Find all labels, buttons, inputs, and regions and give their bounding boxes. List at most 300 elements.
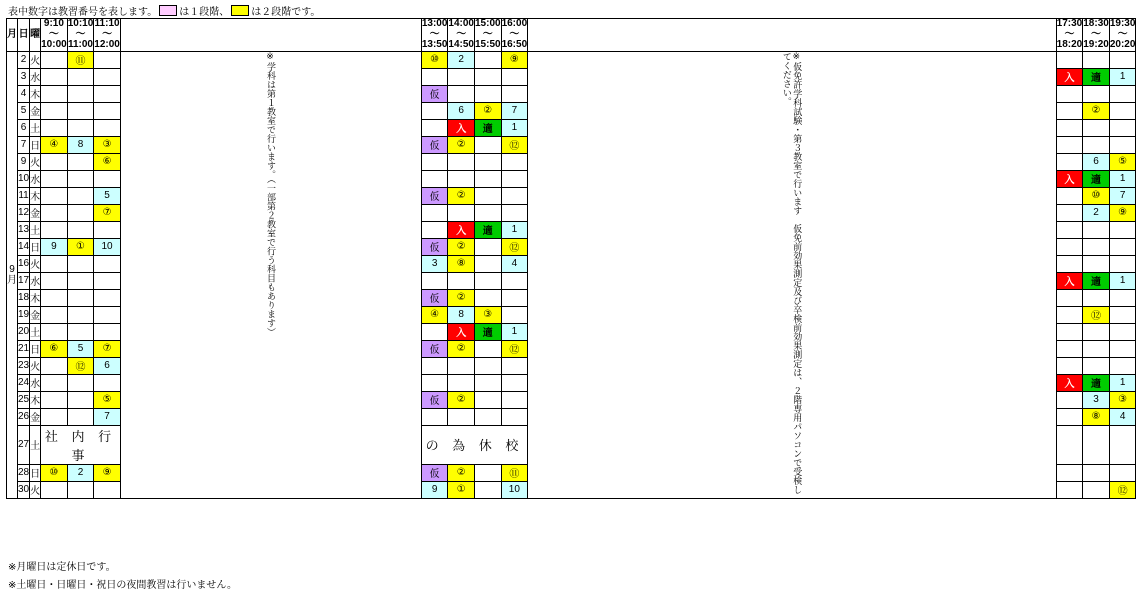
slot-cell[interactable]	[67, 221, 94, 238]
slot-cell[interactable]	[421, 374, 448, 391]
slot-cell[interactable]: ③	[1109, 391, 1136, 408]
dow-cell: 火	[30, 357, 41, 374]
slot-cell[interactable]	[1109, 323, 1136, 340]
slot-cell[interactable]: 2	[67, 464, 94, 481]
slot-cell[interactable]	[1056, 85, 1083, 102]
day-cell: 19	[18, 306, 30, 323]
slot-cell[interactable]	[474, 357, 501, 374]
slot-cell[interactable]	[1083, 289, 1110, 306]
slot-cell[interactable]	[94, 323, 121, 340]
slot-cell[interactable]: 2	[448, 51, 475, 68]
header-day: 日	[18, 19, 30, 52]
slot-cell[interactable]	[448, 408, 475, 425]
slot-cell[interactable]	[41, 85, 68, 102]
slot-cell[interactable]	[41, 204, 68, 221]
slot-cell[interactable]	[1109, 119, 1136, 136]
header-month: 月	[7, 19, 18, 52]
slot-cell[interactable]: 適	[474, 323, 501, 340]
slot-cell[interactable]	[421, 204, 448, 221]
schedule-table	[6, 18, 1136, 499]
slot-cell[interactable]	[474, 481, 501, 498]
day-cell: 11	[18, 187, 30, 204]
slot-cell[interactable]	[474, 51, 501, 68]
slot-cell[interactable]	[1109, 306, 1136, 323]
slot-cell[interactable]: 5	[67, 340, 94, 357]
slot-cell[interactable]	[41, 221, 68, 238]
slot-cell[interactable]	[1109, 340, 1136, 357]
slot-cell[interactable]	[501, 374, 528, 391]
month-cell: 9 月	[7, 51, 18, 498]
slot-cell[interactable]	[501, 204, 528, 221]
slot-cell[interactable]	[1056, 306, 1083, 323]
slot-cell[interactable]	[94, 51, 121, 68]
header-slot-5: 14:00～ 14:50	[448, 18, 474, 50]
slot-cell[interactable]: ⑦	[94, 204, 121, 221]
slot-cell[interactable]	[1109, 255, 1136, 272]
slot-cell[interactable]: 4	[1109, 408, 1136, 425]
slot-cell[interactable]	[501, 85, 528, 102]
slot-cell[interactable]	[1083, 357, 1110, 374]
slot-cell[interactable]	[41, 289, 68, 306]
dow-cell: 金	[30, 204, 41, 221]
slot-cell[interactable]	[1109, 85, 1136, 102]
slot-cell[interactable]: 5	[94, 187, 121, 204]
slot-cell[interactable]	[41, 51, 68, 68]
slot-cell[interactable]	[67, 119, 94, 136]
slot-cell[interactable]: ⑤	[1109, 153, 1136, 170]
slot-cell[interactable]	[1056, 357, 1083, 374]
slot-cell[interactable]	[94, 289, 121, 306]
slot-cell[interactable]	[1083, 340, 1110, 357]
slot-cell[interactable]	[501, 272, 528, 289]
slot-cell[interactable]: 仮	[421, 238, 448, 255]
header-slot-4: 13:00～ 13:50	[421, 18, 448, 50]
slot-cell[interactable]	[1109, 425, 1136, 464]
slot-cell[interactable]: ⑤	[94, 391, 121, 408]
slot-cell[interactable]	[41, 323, 68, 340]
slot-cell[interactable]	[1109, 238, 1136, 255]
slot-cell[interactable]	[474, 238, 501, 255]
slot-cell[interactable]	[94, 68, 121, 85]
slot-cell[interactable]	[421, 221, 448, 238]
slot-cell[interactable]	[501, 289, 528, 306]
slot-cell[interactable]	[501, 408, 528, 425]
slot-cell[interactable]	[474, 68, 501, 85]
day-cell: 20	[18, 323, 30, 340]
day-cell: 24	[18, 374, 30, 391]
slot-cell[interactable]: ⑨	[94, 464, 121, 481]
day-cell: 17	[18, 272, 30, 289]
slot-cell[interactable]	[41, 170, 68, 187]
slot-cell[interactable]: 10	[501, 481, 528, 498]
slot-cell[interactable]	[41, 102, 68, 119]
slot-cell[interactable]	[41, 119, 68, 136]
slot-cell[interactable]: 1	[1109, 170, 1136, 187]
slot-cell[interactable]: ⑩	[421, 51, 448, 68]
dow-cell: 土	[30, 221, 41, 238]
slot-cell[interactable]	[474, 391, 501, 408]
gap-col-left	[120, 19, 421, 52]
slot-cell[interactable]	[474, 289, 501, 306]
slot-cell[interactable]: ③	[94, 136, 121, 153]
slot-cell[interactable]: 7	[501, 102, 528, 119]
slot-cell[interactable]: ②	[448, 464, 475, 481]
slot-cell[interactable]	[501, 391, 528, 408]
slot-cell[interactable]	[67, 323, 94, 340]
slot-cell[interactable]	[94, 221, 121, 238]
slot-cell[interactable]	[1056, 221, 1083, 238]
slot-cell[interactable]	[41, 187, 68, 204]
dow-cell: 木	[30, 289, 41, 306]
day-cell: 14	[18, 238, 30, 255]
slot-cell[interactable]	[41, 374, 68, 391]
slot-cell[interactable]	[474, 153, 501, 170]
slot-cell[interactable]	[448, 272, 475, 289]
slot-cell[interactable]	[1056, 255, 1083, 272]
slot-cell[interactable]: 10	[94, 238, 121, 255]
slot-cell[interactable]	[448, 204, 475, 221]
slot-cell[interactable]	[421, 68, 448, 85]
slot-cell[interactable]	[94, 119, 121, 136]
slot-cell[interactable]	[41, 408, 68, 425]
slot-cell[interactable]	[474, 187, 501, 204]
slot-cell[interactable]	[474, 204, 501, 221]
dow-cell: 土	[30, 323, 41, 340]
slot-cell[interactable]: ②	[448, 238, 475, 255]
dow-cell: 水	[30, 272, 41, 289]
slot-cell[interactable]	[94, 255, 121, 272]
slot-cell[interactable]	[41, 153, 68, 170]
slot-cell[interactable]: 6	[448, 102, 475, 119]
slot-cell[interactable]: 仮	[421, 85, 448, 102]
slot-cell[interactable]: 1	[1109, 374, 1136, 391]
slot-cell[interactable]	[67, 408, 94, 425]
slot-cell[interactable]: 入	[1056, 170, 1083, 187]
slot-cell[interactable]: 適	[1083, 170, 1110, 187]
slot-cell[interactable]	[1056, 323, 1083, 340]
slot-cell[interactable]	[67, 272, 94, 289]
slot-cell[interactable]	[1056, 187, 1083, 204]
day-cell: 30	[18, 481, 30, 498]
slot-cell[interactable]	[67, 102, 94, 119]
slot-cell[interactable]: 4	[501, 255, 528, 272]
slot-cell[interactable]	[474, 170, 501, 187]
slot-cell[interactable]: ⑧	[1083, 408, 1110, 425]
slot-cell[interactable]	[474, 85, 501, 102]
slot-cell[interactable]	[41, 68, 68, 85]
dow-cell: 日	[30, 464, 41, 481]
slot-cell[interactable]	[67, 68, 94, 85]
slot-cell[interactable]: 適	[1083, 272, 1110, 289]
slot-cell[interactable]: ②	[448, 187, 475, 204]
slot-cell[interactable]	[1056, 51, 1083, 68]
slot-cell[interactable]	[1056, 119, 1083, 136]
slot-cell[interactable]	[421, 102, 448, 119]
slot-cell[interactable]	[41, 391, 68, 408]
slot-cell[interactable]: 適	[1083, 374, 1110, 391]
slot-cell[interactable]: 7	[1109, 187, 1136, 204]
dow-cell: 日	[30, 340, 41, 357]
slot-cell[interactable]: ⑪	[501, 464, 528, 481]
day-cell: 5	[18, 102, 30, 119]
slot-cell[interactable]	[1083, 85, 1110, 102]
day-cell: 10	[18, 170, 30, 187]
slot-cell[interactable]	[474, 340, 501, 357]
slot-cell[interactable]	[448, 374, 475, 391]
slot-cell[interactable]: 8	[448, 306, 475, 323]
slot-cell[interactable]: 適	[1083, 68, 1110, 85]
slot-cell[interactable]: 入	[448, 119, 475, 136]
slot-cell[interactable]: 1	[1109, 68, 1136, 85]
slot-cell[interactable]: 6	[94, 357, 121, 374]
slot-cell[interactable]	[67, 306, 94, 323]
dow-cell: 木	[30, 85, 41, 102]
slot-cell[interactable]: 6	[1083, 153, 1110, 170]
slot-cell[interactable]: ⑫	[1109, 481, 1136, 498]
slot-cell[interactable]: 入	[1056, 272, 1083, 289]
slot-cell[interactable]: ②	[1083, 102, 1110, 119]
slot-cell[interactable]	[1056, 204, 1083, 221]
slot-cell[interactable]: ⑫	[501, 136, 528, 153]
slot-cell[interactable]	[501, 187, 528, 204]
slot-cell[interactable]	[421, 323, 448, 340]
slot-cell[interactable]: ①	[67, 238, 94, 255]
day-cell: 27	[18, 425, 30, 464]
slot-cell[interactable]	[94, 85, 121, 102]
slot-cell[interactable]	[67, 391, 94, 408]
slot-cell[interactable]: 仮	[421, 187, 448, 204]
slot-cell[interactable]	[501, 68, 528, 85]
slot-cell[interactable]	[1056, 289, 1083, 306]
slot-cell[interactable]	[501, 306, 528, 323]
slot-cell[interactable]: 9	[41, 238, 68, 255]
slot-cell[interactable]	[1109, 289, 1136, 306]
slot-cell[interactable]: ⑫	[501, 340, 528, 357]
slot-cell[interactable]	[67, 255, 94, 272]
slot-cell[interactable]	[67, 204, 94, 221]
slot-cell[interactable]	[474, 255, 501, 272]
slot-cell[interactable]	[67, 481, 94, 498]
slot-cell[interactable]: 仮	[421, 391, 448, 408]
slot-cell[interactable]	[1056, 238, 1083, 255]
slot-cell[interactable]: 仮	[421, 136, 448, 153]
slot-cell[interactable]: ④	[421, 306, 448, 323]
dow-cell: 火	[30, 255, 41, 272]
slot-cell[interactable]: ⑫	[1083, 306, 1110, 323]
slot-cell[interactable]	[1056, 425, 1083, 464]
day-cell: 18	[18, 289, 30, 306]
slot-cell[interactable]: ⑨	[501, 51, 528, 68]
day-cell: 7	[18, 136, 30, 153]
slot-cell[interactable]: 3	[421, 255, 448, 272]
slot-cell[interactable]: ⑧	[448, 255, 475, 272]
slot-cell[interactable]	[94, 170, 121, 187]
header-slot-8: 17:30～ 18:20	[1056, 18, 1083, 50]
slot-cell[interactable]: 入	[448, 221, 475, 238]
slot-cell[interactable]: 仮	[421, 464, 448, 481]
slot-cell[interactable]	[1083, 255, 1110, 272]
header-slot-6: 15:00～ 15:50	[474, 18, 501, 50]
slot-cell[interactable]: 入	[448, 323, 475, 340]
slot-cell[interactable]	[1109, 102, 1136, 119]
slot-cell[interactable]	[67, 85, 94, 102]
slot-cell[interactable]	[474, 136, 501, 153]
slot-cell[interactable]	[448, 357, 475, 374]
slot-cell[interactable]	[1083, 51, 1110, 68]
header-dow: 曜	[30, 19, 41, 52]
slot-cell[interactable]	[1083, 425, 1110, 464]
slot-cell[interactable]	[41, 255, 68, 272]
slot-cell[interactable]: 7	[94, 408, 121, 425]
dow-cell: 日	[30, 238, 41, 255]
day-cell: 28	[18, 464, 30, 481]
slot-cell[interactable]: ⑨	[1109, 204, 1136, 221]
slot-cell[interactable]: ⑥	[41, 340, 68, 357]
slot-cell[interactable]	[1056, 408, 1083, 425]
slot-cell[interactable]	[1056, 464, 1083, 481]
slot-cell[interactable]	[1056, 136, 1083, 153]
slot-cell[interactable]	[501, 153, 528, 170]
slot-cell[interactable]: 入	[1056, 374, 1083, 391]
legend-prefix: 表中数字は教習番号を表します。	[8, 7, 158, 18]
slot-cell[interactable]: ①	[448, 481, 475, 498]
legend	[8, 3, 320, 18]
dow-cell: 日	[30, 136, 41, 153]
slot-cell[interactable]	[448, 68, 475, 85]
slot-cell[interactable]	[1056, 102, 1083, 119]
slot-cell[interactable]: ⑩	[1083, 187, 1110, 204]
slot-cell[interactable]: ⑥	[94, 153, 121, 170]
slot-cell[interactable]	[421, 170, 448, 187]
slot-cell[interactable]: 9	[421, 481, 448, 498]
legend-suffix: は２段階です。	[251, 7, 321, 18]
slot-cell[interactable]	[421, 119, 448, 136]
slot-cell[interactable]	[1109, 136, 1136, 153]
slot-cell[interactable]	[474, 464, 501, 481]
slot-cell[interactable]	[501, 170, 528, 187]
slot-cell[interactable]	[1056, 481, 1083, 498]
day-cell: 21	[18, 340, 30, 357]
slot-cell[interactable]	[94, 272, 121, 289]
slot-cell[interactable]	[421, 357, 448, 374]
slot-cell[interactable]	[474, 272, 501, 289]
slot-cell[interactable]	[1083, 323, 1110, 340]
slot-cell[interactable]	[421, 153, 448, 170]
slot-cell[interactable]: 適	[474, 119, 501, 136]
slot-cell[interactable]	[94, 481, 121, 498]
table-header-row	[7, 19, 1136, 52]
slot-cell[interactable]: ⑫	[67, 357, 94, 374]
slot-cell[interactable]: 1	[501, 323, 528, 340]
slot-cell[interactable]	[1109, 51, 1136, 68]
dow-cell: 火	[30, 153, 41, 170]
slot-cell[interactable]: 8	[67, 136, 94, 153]
slot-cell[interactable]: ③	[474, 306, 501, 323]
dow-cell: 金	[30, 408, 41, 425]
slot-cell[interactable]: ⑦	[94, 340, 121, 357]
slot-cell[interactable]	[1083, 119, 1110, 136]
slot-cell[interactable]: ②	[474, 102, 501, 119]
legend-mid: は１段階、	[179, 7, 230, 18]
slot-cell[interactable]: 1	[501, 221, 528, 238]
slot-cell[interactable]: ②	[448, 289, 475, 306]
dow-cell: 金	[30, 306, 41, 323]
slot-cell[interactable]: 入	[1056, 68, 1083, 85]
header-slot-2: 10:10～ 11:00	[67, 18, 94, 50]
dow-cell: 金	[30, 102, 41, 119]
day-cell: 12	[18, 204, 30, 221]
header-slot-9: 18:30～ 19:20	[1083, 18, 1109, 50]
slot-cell[interactable]: ②	[448, 391, 475, 408]
slot-cell[interactable]	[1056, 153, 1083, 170]
footnote-1: ※月曜日は定休日です。	[8, 562, 116, 573]
slot-cell[interactable]	[67, 187, 94, 204]
slot-cell[interactable]	[41, 306, 68, 323]
day-cell: 16	[18, 255, 30, 272]
dow-cell: 土	[30, 119, 41, 136]
slot-cell[interactable]: 2	[1083, 204, 1110, 221]
slot-cell[interactable]	[1109, 464, 1136, 481]
slot-cell[interactable]	[448, 85, 475, 102]
slot-cell[interactable]	[474, 408, 501, 425]
slot-cell[interactable]	[1083, 464, 1110, 481]
slot-cell[interactable]	[421, 408, 448, 425]
slot-cell[interactable]	[67, 153, 94, 170]
slot-cell[interactable]	[1109, 221, 1136, 238]
slot-cell[interactable]	[1083, 481, 1110, 498]
slot-cell[interactable]	[1083, 238, 1110, 255]
slot-cell[interactable]	[421, 272, 448, 289]
slot-cell[interactable]	[41, 481, 68, 498]
slot-cell[interactable]	[1109, 357, 1136, 374]
slot-cell[interactable]: ②	[448, 136, 475, 153]
slot-cell[interactable]: 1	[1109, 272, 1136, 289]
slot-cell[interactable]	[94, 306, 121, 323]
slot-cell[interactable]	[1083, 221, 1110, 238]
slot-cell[interactable]: ⑩	[41, 464, 68, 481]
slot-cell[interactable]: 仮	[421, 340, 448, 357]
slot-cell[interactable]	[448, 153, 475, 170]
slot-cell[interactable]: 1	[501, 119, 528, 136]
slot-cell[interactable]	[1083, 136, 1110, 153]
slot-cell[interactable]	[41, 357, 68, 374]
slot-cell[interactable]	[1056, 391, 1083, 408]
slot-cell[interactable]	[67, 170, 94, 187]
dow-cell: 土	[30, 425, 41, 464]
slot-cell[interactable]	[448, 170, 475, 187]
slot-cell[interactable]	[41, 272, 68, 289]
slot-cell[interactable]	[1056, 340, 1083, 357]
day-cell: 13	[18, 221, 30, 238]
table-row	[7, 51, 1136, 68]
slot-cell[interactable]	[474, 374, 501, 391]
header-slot-1: 9:10～ 10:00	[41, 18, 67, 50]
slot-cell[interactable]	[67, 289, 94, 306]
slot-cell[interactable]: ④	[41, 136, 68, 153]
slot-cell[interactable]	[94, 374, 121, 391]
slot-cell[interactable]: 3	[1083, 391, 1110, 408]
slot-cell[interactable]	[94, 102, 121, 119]
slot-cell[interactable]: ⑫	[501, 238, 528, 255]
slot-cell[interactable]	[67, 374, 94, 391]
slot-cell[interactable]: 仮	[421, 289, 448, 306]
slot-cell[interactable]: 適	[474, 221, 501, 238]
slot-cell[interactable]: ②	[448, 340, 475, 357]
dow-cell: 火	[30, 481, 41, 498]
slot-cell[interactable]	[501, 357, 528, 374]
table-body	[7, 51, 1136, 498]
slot-cell[interactable]: ⑪	[67, 51, 94, 68]
